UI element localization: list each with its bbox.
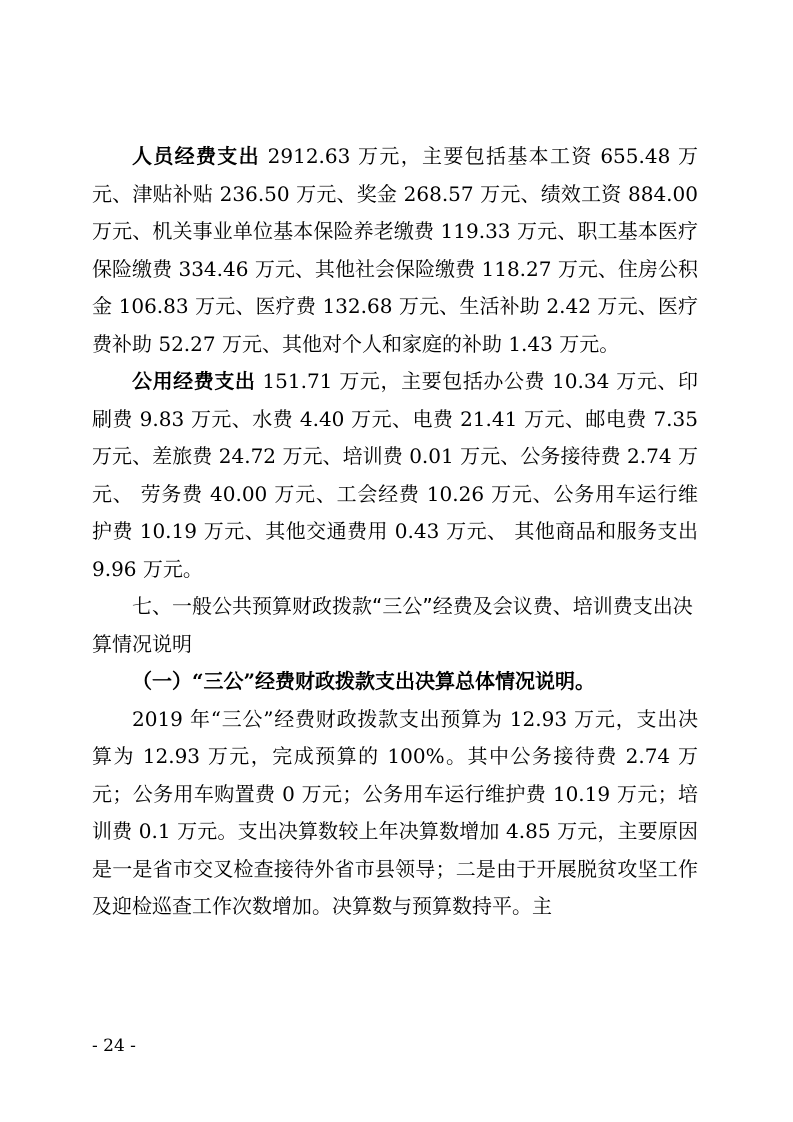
public-expenditure-lead: 公用经费支出 [132, 369, 256, 393]
public-expenditure-text: 151.71 万元，主要包括办公费 10.34 万元、印刷费 9.83 万元、水费 4.40 万元、电费 21.41 万元、邮电费 7.35 万元、差旅费 24.72 万元、培训费 0.01 万元、公务接待费 2.74 万元、 劳务费 40.00 万元、工会经费 10.26 万元、公务用车运行维护费 10.19 万元、其他交通费用 0.43 万元、 其他商品和服务支出 9.96 万元。 [92, 369, 699, 581]
three-public-summary-paragraph: 2019 年“三公”经费财政拨款支出预算为 12.93 万元，支出决算为 12.93 万元，完成预算的 100%。其中公务接待费 2.74 万元；公务用车购置费 0 万元；公务用车运行维护费 10.19 万元；培训费 0.1 万元。支出决算数较上年决算数增加 4.85 万元，主要原因是一是省市交叉检查接待外省市县领导；二是由于开展脱贫攻坚工作及迎检巡查工作次数增加。决算数与预算数持平。主 [92, 706, 698, 918]
personnel-expenditure-text: 2912.63 万元，主要包括基本工资 655.48 万元、津贴补贴 236.50 万元、奖金 268.57 万元、绩效工资 884.00 万元、机关事业单位基本保险养老缴费 119.33 万元、职工基本医疗保险缴费 334.46 万元、其他社会保险缴费 118.27 万元、住房公积金 106.83 万元、医疗费 132.68 万元、生活补助 2.42 万元、医疗费补助 52.27 万元、其他对个人和家庭的补助 1.43 万元。 [92, 144, 698, 356]
subsection-heading: （一）“三公”经费财政拨款支出决算总体情况说明。 [132, 669, 596, 693]
public-expenditure-paragraph [92, 363, 698, 588]
personnel-expenditure-paragraph [92, 138, 698, 363]
personnel-expenditure-lead: 人员经费支出 [132, 144, 260, 168]
section-heading: 七、一般公共预算财政拨款“三公”经费及会议费、培训费支出决算情况说明 [92, 594, 693, 656]
document-body [92, 138, 698, 926]
page-number: - 24 - [92, 1036, 136, 1056]
